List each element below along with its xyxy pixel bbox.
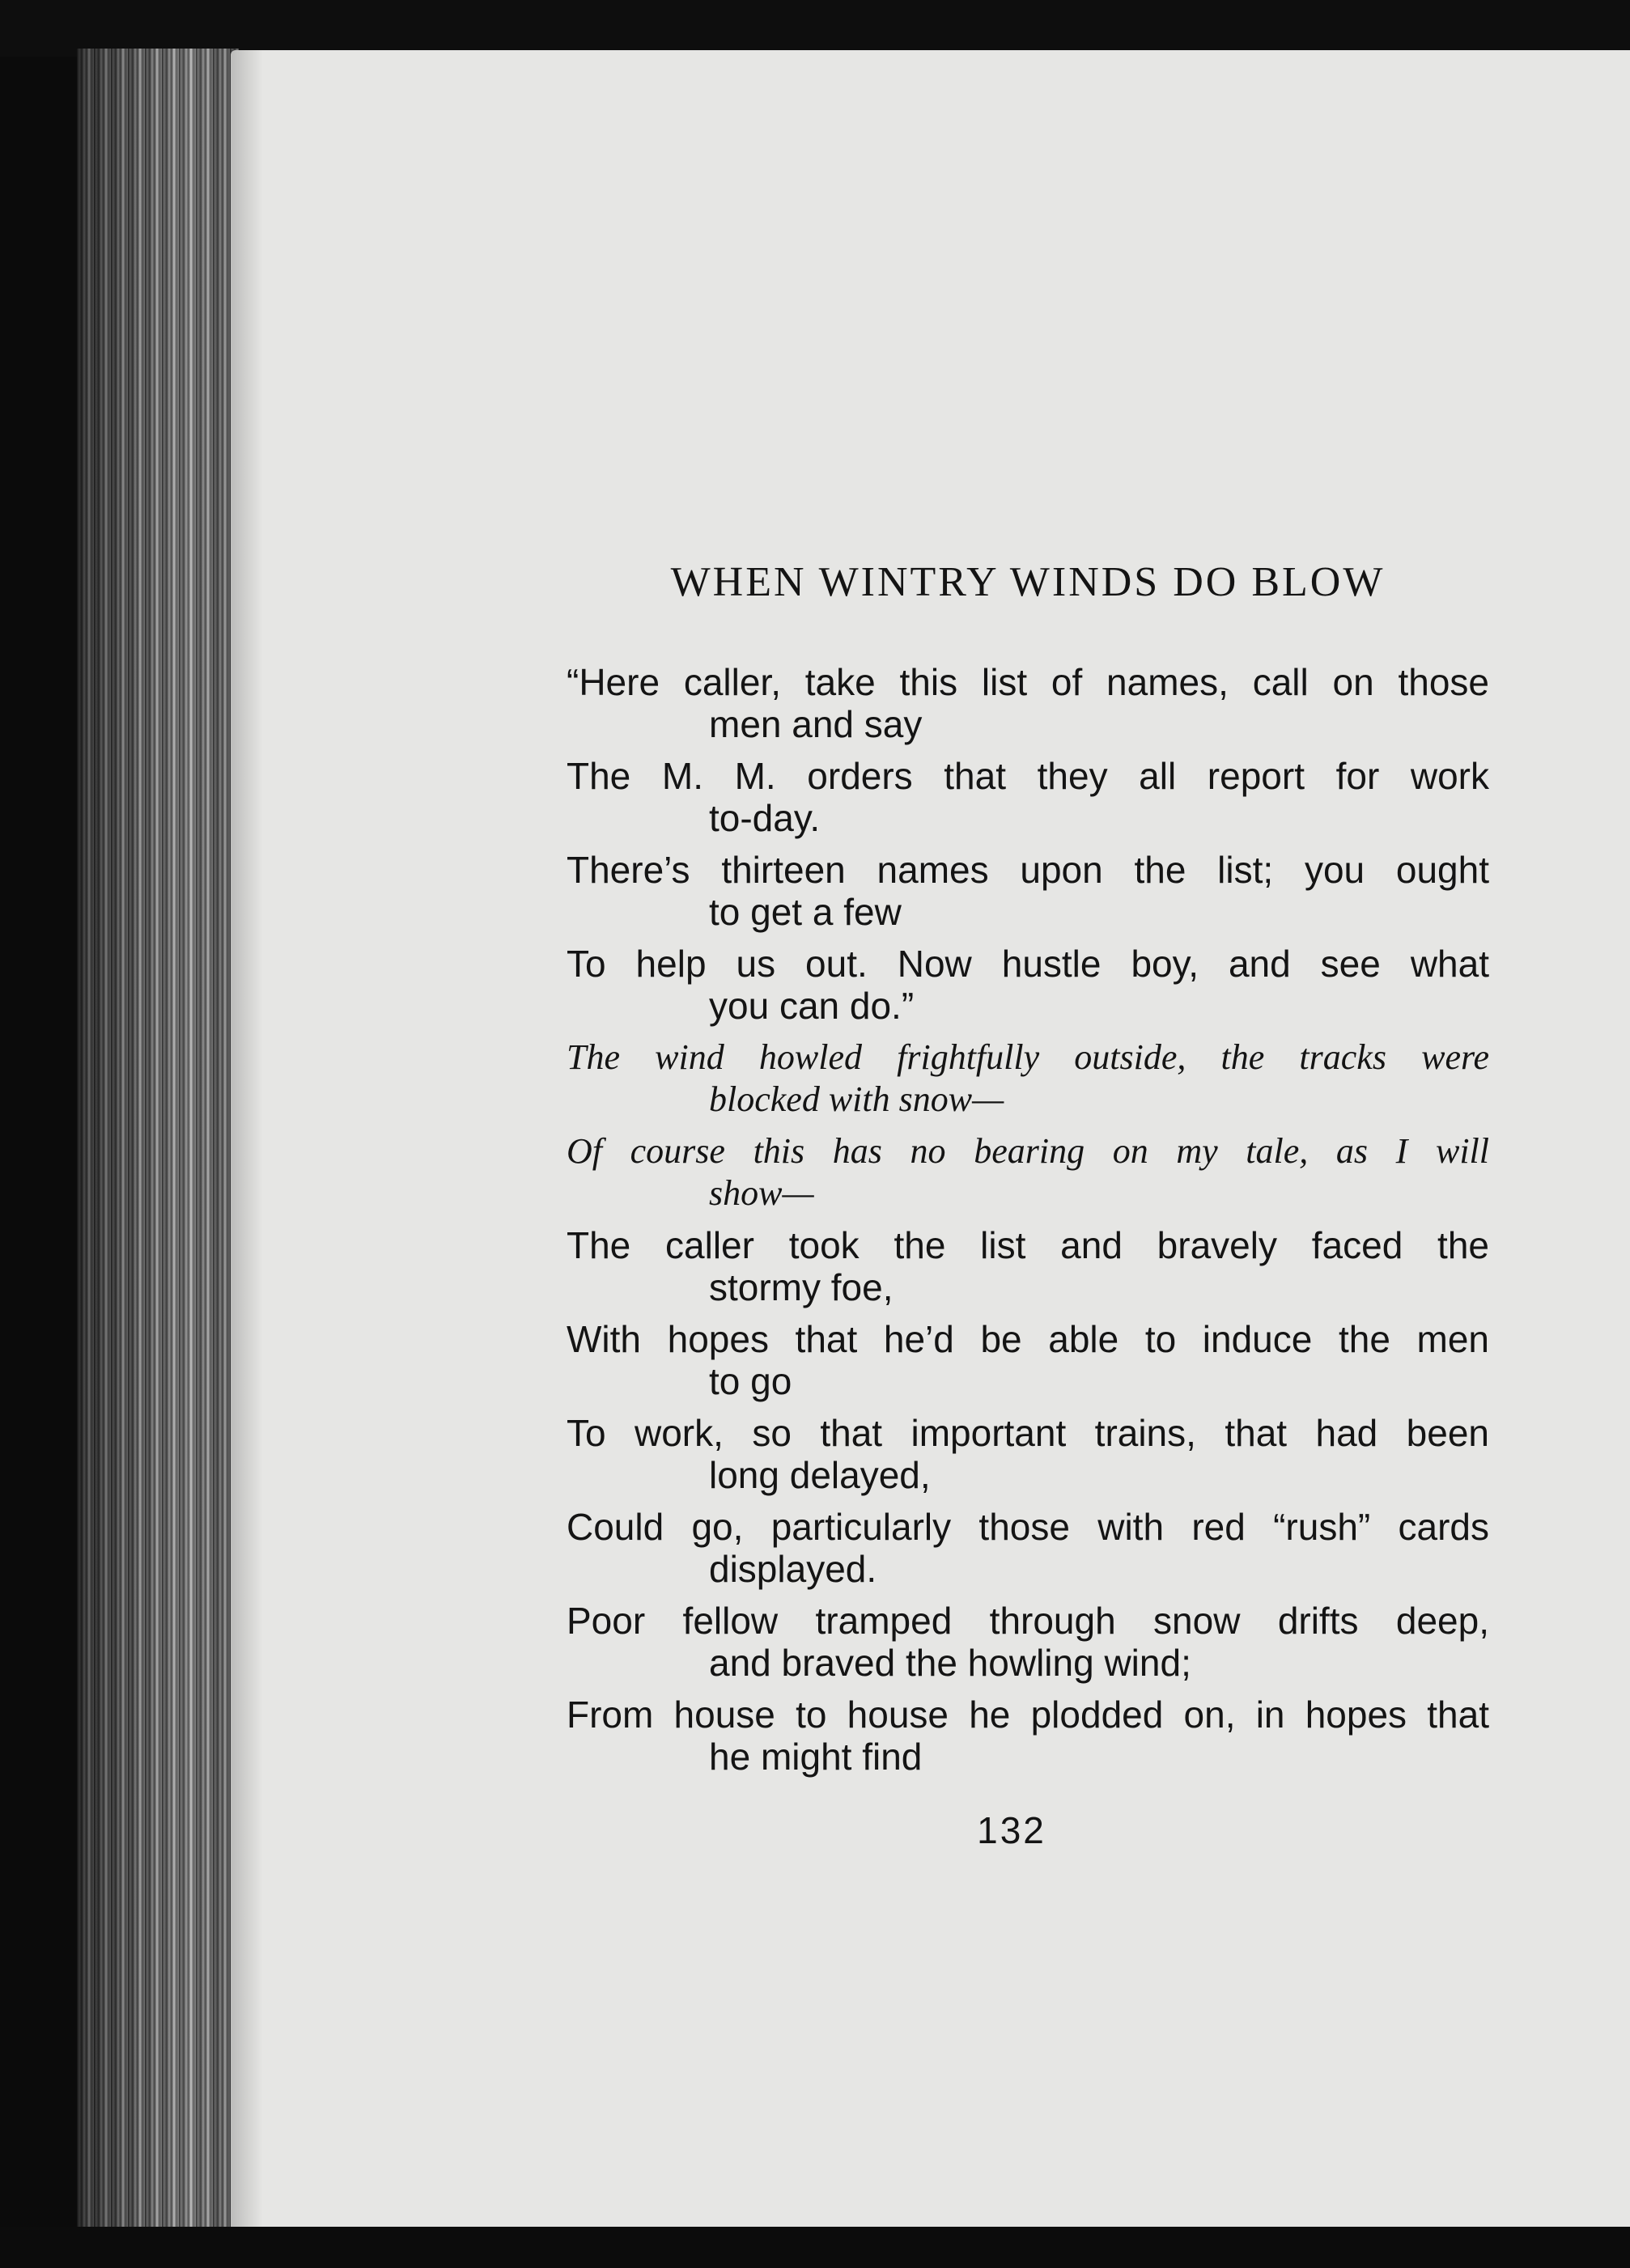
verse-line (567, 1412, 1489, 1496)
verse-line-first: The caller took the list and bravely faced the (567, 1224, 1489, 1266)
verse-line (567, 755, 1489, 839)
gutter-shadow (231, 50, 263, 2227)
verse-line-italic (567, 1036, 1489, 1121)
scan-top-border (0, 0, 1630, 57)
verse-line-continuation: stormy foe, (709, 1266, 894, 1308)
verse-line-italic (567, 1130, 1489, 1215)
verse-line (567, 661, 1489, 745)
verse-line-first: The M. M. orders that they all report for work (567, 755, 1489, 797)
verse-line-continuation: you can do.” (709, 985, 915, 1027)
verse-line-continuation: show— (709, 1173, 814, 1213)
verse-line-continuation: long delayed, (709, 1454, 931, 1496)
book-edge-shadow (77, 49, 239, 2233)
page-number: 132 (977, 1809, 1046, 1851)
verse-line (567, 1600, 1489, 1684)
verse-line (567, 849, 1489, 933)
verse-line-first: To work, so that important trains, that had been (567, 1412, 1489, 1454)
verse-line-first: There’s thirteen names upon the list; you ought (567, 849, 1489, 891)
verse-line-first: Of course this has no bearing on my tale, as I will (567, 1131, 1489, 1171)
verse-line (567, 1506, 1489, 1590)
verse-line-continuation: displayed. (709, 1548, 877, 1590)
verse-line (567, 1224, 1489, 1308)
poem-verses (567, 661, 1489, 1778)
verse-line-continuation: to get a few (709, 891, 902, 933)
verse-line-continuation: to-day. (709, 797, 821, 839)
verse-line-continuation: to go (709, 1360, 792, 1402)
verse-line-first: Poor fellow tramped through snow drifts deep, (567, 1600, 1489, 1642)
verse-line (567, 1318, 1489, 1402)
scan-bottom-border (0, 2227, 1630, 2268)
verse-line-first: To help us out. Now hustle boy, and see what (567, 943, 1489, 985)
verse-line-first: Could go, particularly those with red “rush” cards (567, 1506, 1489, 1548)
verse-line-continuation: men and say (709, 703, 923, 745)
verse-line-continuation: and braved the howling wind; (709, 1642, 1191, 1684)
verse-line-continuation: blocked with snow— (709, 1079, 1004, 1119)
verse-line-first: From house to house he plodded on, in hopes that (567, 1694, 1489, 1736)
verse-line-first: “Here caller, take this list of names, call on those (567, 661, 1489, 703)
verse-line (567, 1694, 1489, 1778)
poem-title: WHEN WINTRY WINDS DO BLOW (670, 559, 1386, 605)
verse-line-first: The wind howled frightfully outside, the tracks were (567, 1037, 1489, 1077)
verse-line-first: With hopes that he’d be able to induce the men (567, 1318, 1489, 1360)
verse-line (567, 943, 1489, 1027)
poem-text-block (567, 558, 1489, 1787)
verse-line-continuation: he might find (709, 1736, 923, 1778)
